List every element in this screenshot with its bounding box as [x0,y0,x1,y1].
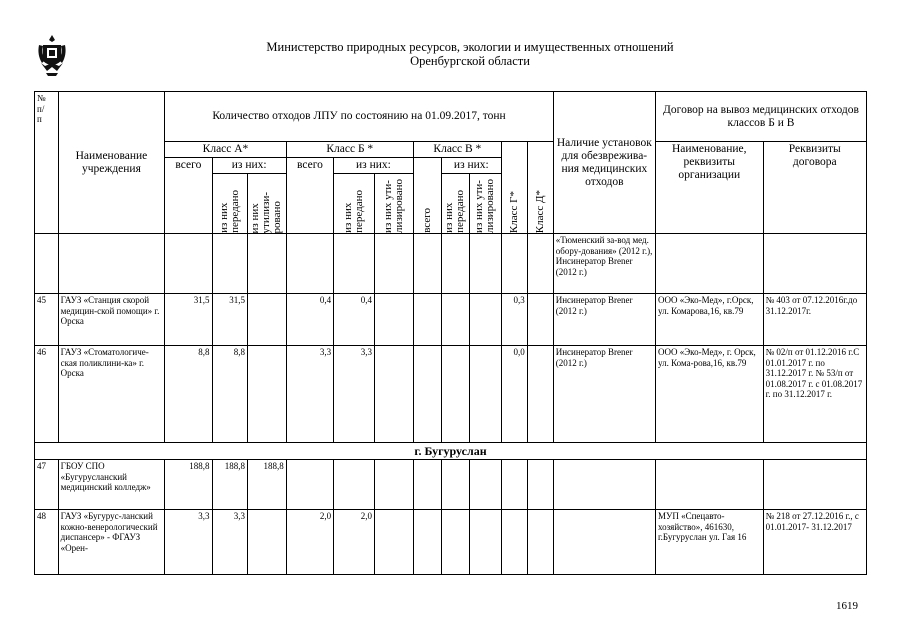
b-total-header: всего [286,158,333,234]
a-trans-cell: 31,5 [212,294,248,346]
org-cell [655,460,763,510]
table-row [35,234,867,294]
b-transferred-header: из них передано [334,174,375,234]
class-d-header: Класс Д* [527,142,553,234]
a-trans-cell: 3,3 [212,510,248,575]
a-transferred-header: из них передано [212,174,248,234]
a-total-cell: 31,5 [165,294,212,346]
ministry-title: Министерство природных ресурсов, экологии и имущественных отношений [266,40,674,54]
table-row [35,346,867,443]
coat-of-arms-icon [35,33,69,77]
d-cell [527,346,553,443]
v-util-cell [469,510,501,575]
g-cell [501,460,527,510]
page-number: 1619 [836,600,858,612]
org-cell: МУП «Спецавто-хозяйство», 461630, г.Бугуруслан ул. Гая 16 [655,510,763,575]
v-trans-cell [441,294,469,346]
contract-cell: № 218 от 27.12.2016 г., с 01.01.2017- 31.12.2017 [763,510,866,575]
v-total-header: всего [413,158,441,234]
b-util-cell [375,346,414,443]
install-cell [553,460,655,510]
row-name: ГАУЗ «Станция скорой медицин-ской помощи» г. Орска [58,294,165,346]
waste-table [34,91,867,575]
d-cell [527,294,553,346]
col-header-name: Наименование учреждения [58,92,165,234]
b-util-cell [375,294,414,346]
d-cell [527,510,553,575]
b-ofthem-header: из них: [334,158,414,174]
contract-details-header: Реквизиты договора [763,142,866,234]
b-total-cell [286,460,333,510]
table-row [35,510,867,575]
row-num: 47 [35,460,59,510]
region-title: Оренбургской области [410,54,530,68]
v-total-cell [413,460,441,510]
v-util-cell [469,346,501,443]
b-total-cell: 3,3 [286,346,333,443]
contract-cell: № 02/п от 01.12.2016 г.С 01.01.2017 г. по 31.12.2017 г. № 53/п от 01.08.2017 г. с 01.08.2017 г. по 31.12.2017 г. [763,346,866,443]
table-row [35,460,867,510]
g-cell: 0,0 [501,346,527,443]
b-trans-cell: 3,3 [334,346,375,443]
contract-cell [763,460,866,510]
v-trans-cell [441,346,469,443]
b-utilized-header: из них ути- лизировано [375,174,414,234]
class-b-header: Класс Б * [286,142,413,158]
b-util-cell [375,510,414,575]
a-total-cell: 3,3 [165,510,212,575]
install-cell [553,510,655,575]
class-a-header: Класс А* [165,142,287,158]
class-g-header: Класс Г* [501,142,527,234]
col-header-qty: Количество отходов ЛПУ по состоянию на 01.09.2017, тонн [165,92,554,142]
install-cell: Инсинератор Brener (2012 г.) [553,346,655,443]
install-cell: «Тюменский за-вод мед. обору-дования» (2012 г.), Инсинератор Brener (2012 г.) [553,234,655,294]
v-total-cell [413,346,441,443]
g-cell [501,510,527,575]
b-total-cell: 0,4 [286,294,333,346]
org-name-header: Наименование, реквизиты организации [655,142,763,234]
org-cell: ООО «Эко-Мед», г. Орск, ул. Кома-рова,16, кв.79 [655,346,763,443]
a-utilized-header: из них утилизи- ровано [248,174,287,234]
v-total-cell [413,294,441,346]
class-v-header: Класс В * [413,142,501,158]
row-num: 45 [35,294,59,346]
a-total-header: всего [165,158,212,234]
row-name: ГАУЗ «Стоматологиче-ская поликлини-ка» г. Орска [58,346,165,443]
row-name: ГАУЗ «Бугурус-ланский кожно-венерологический диспансер» - ФГАУЗ «Орен- [58,510,165,575]
v-total-cell [413,510,441,575]
col-header-contract: Договор на вывоз медицинских отходов классов Б и В [655,92,866,142]
a-util-cell [248,346,287,443]
d-cell [527,460,553,510]
b-trans-cell: 0,4 [334,294,375,346]
b-util-cell [375,460,414,510]
a-util-cell: 188,8 [248,460,287,510]
city-section-header: г. Бугуруслан [35,443,867,460]
b-trans-cell [334,460,375,510]
v-ofthem-header: из них: [441,158,501,174]
contract-cell: № 403 от 07.12.2016г.до 31.12.2017г. [763,294,866,346]
v-util-cell [469,460,501,510]
v-transferred-header: из них передано [441,174,469,234]
v-trans-cell [441,460,469,510]
col-header-num: № п/ п [35,92,59,234]
v-utilized-header: из них ути- лизировано [469,174,501,234]
a-ofthem-header: из них: [212,158,286,174]
a-trans-cell: 188,8 [212,460,248,510]
row-num: 46 [35,346,59,443]
a-util-cell [248,510,287,575]
row-name: ГБОУ СПО «Бугурусланский медицинский колледж» [58,460,165,510]
v-util-cell [469,294,501,346]
v-trans-cell [441,510,469,575]
a-total-cell: 8,8 [165,346,212,443]
b-trans-cell: 2,0 [334,510,375,575]
install-cell: Инсинератор Brener (2012 г.) [553,294,655,346]
b-total-cell: 2,0 [286,510,333,575]
table-row [35,294,867,346]
col-header-install: Наличие установок для обезврежива-ния медицинских отходов [553,92,655,234]
a-total-cell: 188,8 [165,460,212,510]
a-util-cell [248,294,287,346]
org-cell: ООО «Эко-Мед», г.Орск, ул. Комарова,16, кв.79 [655,294,763,346]
a-trans-cell: 8,8 [212,346,248,443]
g-cell: 0,3 [501,294,527,346]
row-num: 48 [35,510,59,575]
